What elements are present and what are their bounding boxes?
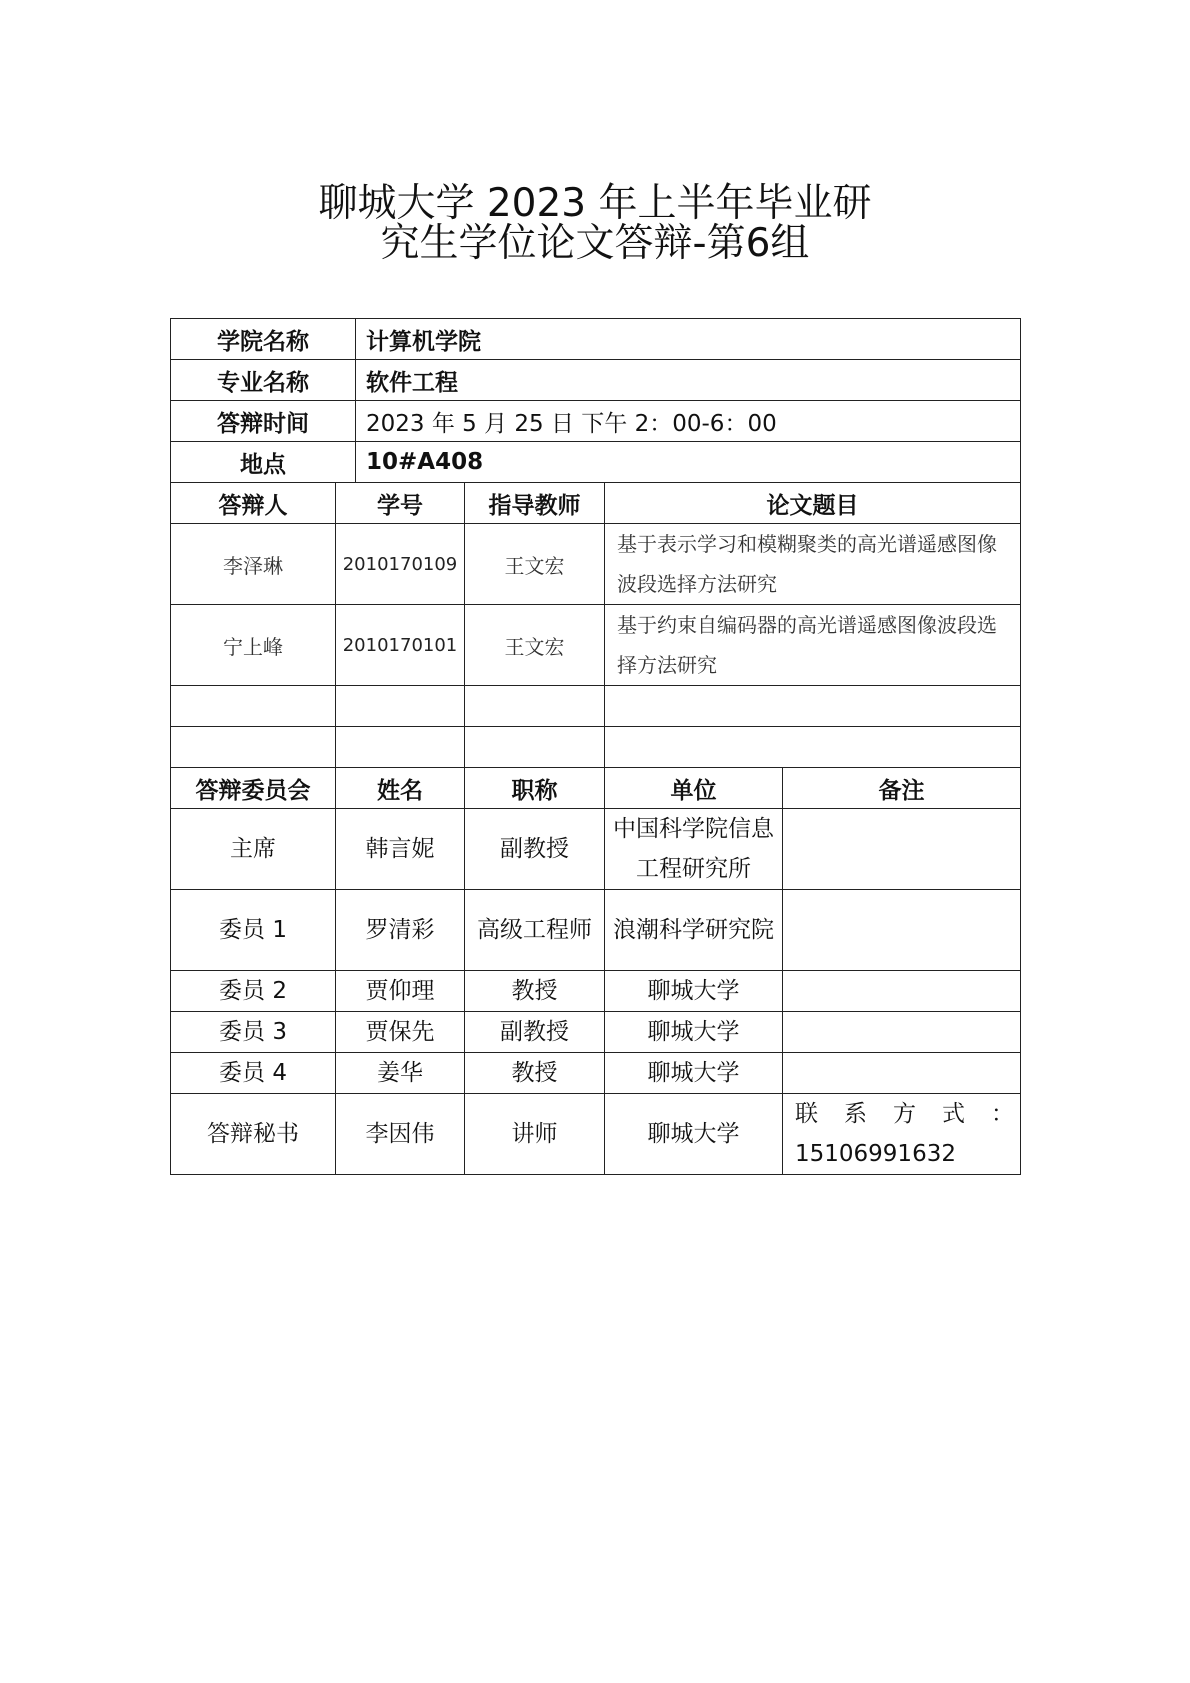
advisor-name: 王文宏 — [465, 605, 605, 686]
secretary-role: 答辩秘书 — [171, 1094, 336, 1175]
empty-cell — [465, 727, 605, 768]
committee-name: 罗清彩 — [336, 890, 465, 971]
header-student-id: 学号 — [336, 483, 465, 524]
contact-label — [795, 1094, 1014, 1134]
info-value: 软件工程 — [356, 360, 1021, 401]
thesis-topic: 基于表示学习和模糊聚类的高光谱遥感图像波段选择方法研究 — [605, 524, 1021, 605]
info-value: 2023 年 5 月 25 日 下午 2：00-6：00 — [356, 401, 1021, 442]
contact-label-char: 系 — [844, 1101, 867, 1127]
advisor-name: 王文宏 — [465, 524, 605, 605]
committee-title: 教授 — [465, 971, 605, 1012]
empty-cell — [605, 727, 1021, 768]
contact-label-char: 方 — [893, 1101, 916, 1127]
secretary-name: 李因伟 — [336, 1094, 465, 1175]
defender-name: 宁上峰 — [171, 605, 336, 686]
info-value: 计算机学院 — [356, 319, 1021, 360]
committee-role: 主席 — [171, 809, 336, 890]
info-label: 专业名称 — [171, 360, 356, 401]
info-row-time — [171, 401, 1021, 442]
committee-title: 高级工程师 — [465, 890, 605, 971]
committee-name: 姜华 — [336, 1053, 465, 1094]
committee-unit: 中国科学院信息工程研究所 — [605, 809, 783, 890]
committee-note — [783, 971, 1021, 1012]
header-unit: 单位 — [605, 768, 783, 809]
header-role: 答辩委员会 — [171, 768, 336, 809]
info-label: 地点 — [171, 442, 356, 483]
table-row — [171, 890, 1021, 971]
committee-unit: 浪潮科学研究院 — [605, 890, 783, 971]
defense-schedule-table — [170, 318, 1021, 1175]
secretary-title: 讲师 — [465, 1094, 605, 1175]
info-label: 学院名称 — [171, 319, 356, 360]
committee-unit: 聊城大学 — [605, 1012, 783, 1053]
committee-role: 委员 3 — [171, 1012, 336, 1053]
secretary-row — [171, 1094, 1021, 1175]
title-line-1: 聊城大学 2023 年上半年毕业研 — [318, 181, 872, 226]
committee-role: 委员 1 — [171, 890, 336, 971]
info-label: 答辩时间 — [171, 401, 356, 442]
header-title: 职称 — [465, 768, 605, 809]
thesis-header-row — [171, 483, 1021, 524]
header-defender: 答辩人 — [171, 483, 336, 524]
table-row — [171, 524, 1021, 605]
contact-label-char: 式 — [942, 1101, 965, 1127]
header-name: 姓名 — [336, 768, 465, 809]
defender-name: 李泽琳 — [171, 524, 336, 605]
committee-note — [783, 890, 1021, 971]
header-note: 备注 — [783, 768, 1021, 809]
contact-label-char: 联 — [795, 1101, 818, 1127]
secretary-contact — [783, 1094, 1021, 1175]
committee-note — [783, 1012, 1021, 1053]
info-value: 10#A408 — [356, 442, 1021, 483]
committee-role: 委员 4 — [171, 1053, 336, 1094]
header-advisor: 指导教师 — [465, 483, 605, 524]
committee-title: 副教授 — [465, 809, 605, 890]
info-row-location — [171, 442, 1021, 483]
info-row-major — [171, 360, 1021, 401]
contact-phone: 15106991632 — [795, 1141, 956, 1167]
empty-cell — [465, 686, 605, 727]
committee-header-row — [171, 768, 1021, 809]
committee-role: 委员 2 — [171, 971, 336, 1012]
committee-note — [783, 1053, 1021, 1094]
contact-label-char: ： — [991, 1101, 1014, 1127]
empty-cell — [336, 727, 465, 768]
thesis-topic: 基于约束自编码器的高光谱遥感图像波段选择方法研究 — [605, 605, 1021, 686]
committee-unit: 聊城大学 — [605, 1053, 783, 1094]
empty-cell — [336, 686, 465, 727]
committee-unit: 聊城大学 — [605, 971, 783, 1012]
table-row — [171, 809, 1021, 890]
empty-cell — [171, 686, 336, 727]
title-line-2: 究生学位论文答辩-第6组 — [380, 221, 810, 266]
table-row — [171, 1053, 1021, 1094]
secretary-unit: 聊城大学 — [605, 1094, 783, 1175]
table-row — [171, 1012, 1021, 1053]
table-row — [171, 605, 1021, 686]
committee-name: 韩言妮 — [336, 809, 465, 890]
page-title — [0, 181, 1190, 266]
committee-name: 贾保先 — [336, 1012, 465, 1053]
committee-title: 副教授 — [465, 1012, 605, 1053]
table-row — [171, 971, 1021, 1012]
committee-name: 贾仰理 — [336, 971, 465, 1012]
empty-cell — [171, 727, 336, 768]
info-row-college — [171, 319, 1021, 360]
student-id: 2010170101 — [336, 605, 465, 686]
table-row-empty — [171, 686, 1021, 727]
student-id: 2010170109 — [336, 524, 465, 605]
header-topic: 论文题目 — [605, 483, 1021, 524]
committee-title: 教授 — [465, 1053, 605, 1094]
empty-cell — [605, 686, 1021, 727]
committee-note — [783, 809, 1021, 890]
table-row-empty — [171, 727, 1021, 768]
